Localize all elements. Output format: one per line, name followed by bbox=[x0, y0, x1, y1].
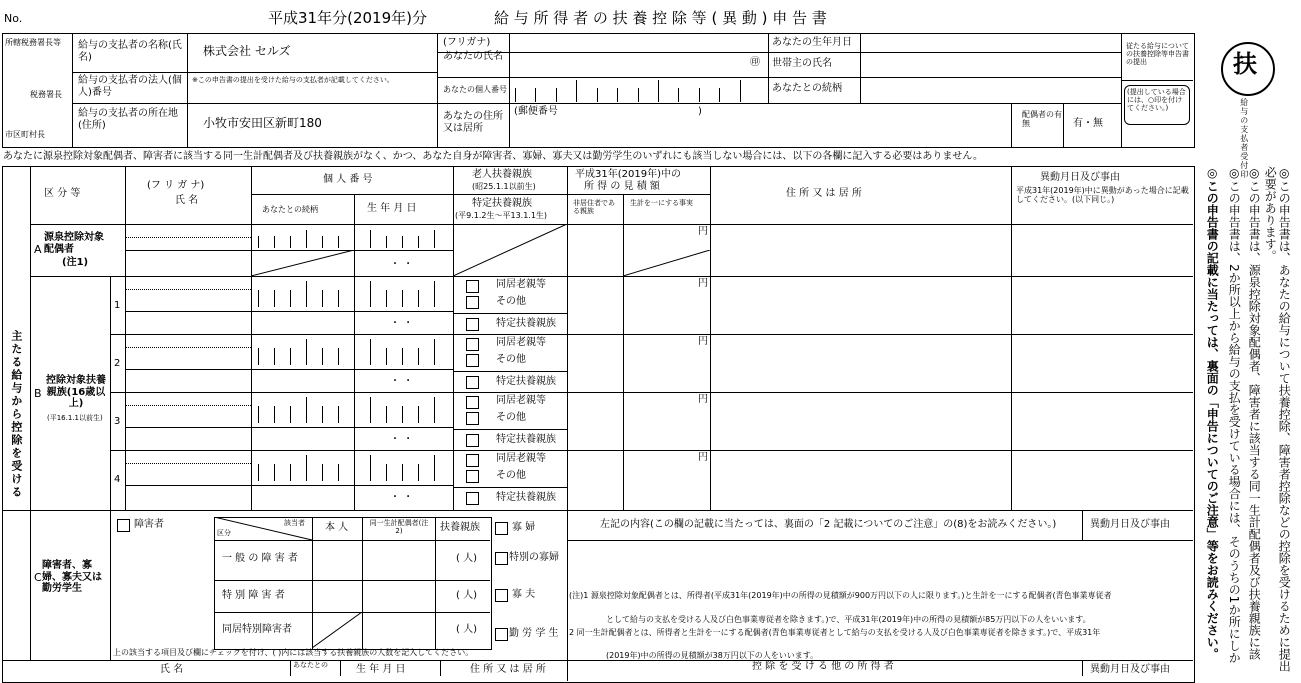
student-label: 勤 労 学 生 bbox=[509, 628, 559, 639]
c-special: 特 別 障 害 者 bbox=[222, 590, 285, 601]
dependent-birth-dots: ・ ・ bbox=[390, 434, 414, 445]
dependent-opt2-checkbox[interactable] bbox=[466, 354, 479, 367]
birthdate-label: あなたの生年月日 bbox=[772, 37, 852, 48]
dependent-opt1-checkbox[interactable] bbox=[466, 396, 479, 409]
dependent-opt1: 同居老親等 bbox=[496, 337, 546, 348]
note-1b: として給与の支払を受ける人及び白色事業専従者を除きます。)で、平成31年(2019年)中の所得の見積額が85万円以下の人をいいます。 bbox=[606, 615, 1091, 624]
row-a-income-diagonal bbox=[623, 250, 711, 277]
postal-label: (郵便番号 bbox=[514, 106, 558, 117]
row-a-note: (注1) bbox=[62, 257, 89, 268]
office-label: 所轄税務署長等 bbox=[5, 38, 61, 47]
header-specific: 特定扶養親族 bbox=[472, 198, 532, 209]
relation-label: あなたとの続柄 bbox=[772, 83, 842, 94]
header-personal-number: 個 人 番 号 bbox=[323, 174, 373, 185]
row-divider bbox=[125, 311, 453, 312]
spouse-label: 配偶者の有無 bbox=[1022, 110, 1062, 129]
payer-address-value[interactable]: 小牧市安田区新町180 bbox=[203, 116, 322, 130]
form-year: 平成31年分(2019年)分 bbox=[268, 9, 427, 27]
tax-office-label: 税務署長 bbox=[30, 90, 62, 99]
c-count-3[interactable]: ( 人) bbox=[456, 624, 477, 635]
bottom-relation-header: あなたとの bbox=[293, 661, 328, 669]
side-note-1b: 必要があります。 bbox=[1263, 166, 1278, 262]
dependent-opt3: 特定扶養親族 bbox=[496, 376, 556, 387]
widower-checkbox[interactable] bbox=[495, 589, 508, 602]
side-label: 主たる給与から控除を受ける bbox=[9, 330, 23, 499]
dependent-yen: 円 bbox=[698, 394, 708, 405]
dependent-number-field[interactable] bbox=[258, 281, 450, 307]
dependent-birth-dots: ・ ・ bbox=[390, 492, 414, 503]
dependent-number-field[interactable] bbox=[258, 455, 450, 481]
furigana-line bbox=[125, 405, 251, 406]
dependent-number-field[interactable] bbox=[258, 397, 450, 423]
c-count-2[interactable]: ( 人) bbox=[456, 590, 477, 601]
bottom-name-header: 氏 名 bbox=[160, 664, 184, 675]
option-divider bbox=[453, 313, 567, 314]
header-name: 氏 名 bbox=[175, 195, 199, 206]
widower-label: 寡 夫 bbox=[512, 589, 536, 600]
payer-address-label: 給与の支払者の所在地(住所) bbox=[78, 108, 178, 131]
your-name-label: あなたの氏名 bbox=[443, 51, 503, 62]
header-address: 住 所 又 は 居 所 bbox=[786, 188, 862, 199]
dependent-opt2: その他 bbox=[496, 354, 526, 365]
dependent-number-field[interactable] bbox=[258, 339, 450, 365]
furigana-line bbox=[125, 463, 251, 464]
widow-label: 寡 婦 bbox=[512, 522, 536, 533]
dependent-number: 1 bbox=[114, 300, 121, 311]
note-1: (注)1 源泉控除対象配偶者とは、所得者(平成31年(2019年)中の所得の見積額が900万円以下の人に限ります。)と生計を一にする配偶者(青色事業専従者 bbox=[569, 591, 1112, 600]
c-same-spouse-header: 同一生計配偶者(注2) bbox=[369, 519, 429, 536]
bottom-change-header: 異動月日及び事由 bbox=[1090, 664, 1170, 675]
stamp-char: 扶 bbox=[1233, 50, 1257, 78]
dependent-number: 3 bbox=[114, 416, 121, 427]
dependent-opt3: 特定扶養親族 bbox=[496, 318, 556, 329]
dependent-opt3-checkbox[interactable] bbox=[466, 492, 479, 505]
dependent-yen: 円 bbox=[698, 336, 708, 347]
postal-close: ) bbox=[698, 106, 702, 117]
applicable-label: 該当者 bbox=[284, 519, 305, 527]
c-cohabit-special: 同居特別障害者 bbox=[222, 624, 292, 635]
c-self-header: 本 人 bbox=[325, 522, 349, 533]
kubun-label: 区分 bbox=[217, 529, 231, 537]
furigana-label: (フリガナ) bbox=[443, 37, 491, 48]
header-same-living: 生計を一にする事実 bbox=[630, 199, 693, 207]
row-divider bbox=[125, 369, 453, 370]
dependent-opt2-checkbox[interactable] bbox=[466, 470, 479, 483]
header-relation: あなたとの続柄 bbox=[262, 205, 318, 214]
side-note-3: ◎この申告書は、2か所以上から給与の支払を受けている場合には、そのうちの1か所にしか bbox=[1227, 166, 1242, 664]
seal-mark: ㊞ bbox=[750, 57, 760, 68]
spouse-value[interactable]: 有・無 bbox=[1073, 118, 1103, 129]
dependent-yen: 円 bbox=[698, 278, 708, 289]
payer-number-note: ※この申告書の提出を受けた給与の支払者が記載してください。 bbox=[192, 76, 394, 84]
dependent-opt1: 同居老親等 bbox=[496, 453, 546, 464]
row-a-yen: 円 bbox=[698, 226, 708, 237]
form-number-label: No. bbox=[4, 12, 23, 25]
bottom-address-header: 住 所 又 は 居 所 bbox=[470, 664, 546, 675]
header-nonresident: 非居住者である親族 bbox=[573, 199, 615, 216]
c-count-1[interactable]: ( 人) bbox=[456, 553, 477, 564]
c-dependents-header: 扶養親族 bbox=[440, 522, 480, 533]
side-note-4: ◎この申告書の記載に当たっては、裏面の「申告についてのご注意」等をお読みください。 bbox=[1205, 166, 1220, 660]
row-c-letter: C bbox=[34, 571, 42, 584]
furigana-line bbox=[125, 289, 251, 290]
payer-name-label: 給与の支払者の名称(氏名) bbox=[78, 40, 182, 63]
dependent-opt3-checkbox[interactable] bbox=[466, 376, 479, 389]
disabled-check-label: 障害者 bbox=[134, 519, 164, 530]
dependent-yen: 円 bbox=[698, 452, 708, 463]
header-furigana: (フ リ ガ ナ) bbox=[147, 180, 205, 191]
note-2b: (2019年)中の所得の見積額が38万円以下の人をいいます。 bbox=[606, 651, 819, 660]
dependent-opt1-checkbox[interactable] bbox=[466, 454, 479, 467]
dependent-number: 2 bbox=[114, 358, 121, 369]
dependent-number: 4 bbox=[114, 474, 121, 485]
secondary-payroll-instruction: (提出している場合には、○印を付けてください。) bbox=[1127, 88, 1186, 113]
row-b-note: (平16.1.1以前生) bbox=[47, 414, 103, 422]
c-footer-note: 上の該当する項目及び欄にチェックを付け、( )内には該当する扶養親族の人数を記入してください。 bbox=[113, 648, 474, 657]
dependent-opt2: その他 bbox=[496, 412, 526, 423]
dependent-opt3: 特定扶養親族 bbox=[496, 434, 556, 445]
household-head-label: 世帯主の氏名 bbox=[772, 58, 832, 69]
row-b-label: 控除対象扶養親族(16歳以上) bbox=[46, 375, 106, 409]
dependent-opt1: 同居老親等 bbox=[496, 279, 546, 290]
header-income: 平成31年(2019年)中の bbox=[575, 169, 681, 180]
dependent-opt2-checkbox[interactable] bbox=[466, 412, 479, 425]
notice-line: あなたに源泉控除対象配偶者、障害者に該当する同一生計配偶者及び扶養親族がなく、かつ、あなた自身が障害者、寡婦、寡夫又は勤労学生のいずれにも該当しない場合には、以下の各欄に記入する必要はありません。 bbox=[3, 151, 983, 162]
row-c-label: 障害者、寡婦、寡夫又は勤労学生 bbox=[42, 560, 102, 594]
special-widow-label: 特別の寡婦 bbox=[509, 552, 559, 563]
furigana-line bbox=[125, 347, 251, 348]
payer-number-label: 給与の支払者の法人(個人)番号 bbox=[78, 75, 182, 98]
side-note-2: ◎この申告書は、源泉控除対象配偶者、障害者に該当する同一生計配偶者及び扶養親族に該 bbox=[1247, 166, 1262, 660]
header-elderly: 老人扶養親族 bbox=[472, 169, 532, 180]
cohabit-diagonal bbox=[312, 612, 363, 649]
dependent-birth-dots: ・ ・ bbox=[390, 376, 414, 387]
header-specific-sub: (平9.1.2生～平13.1.1生) bbox=[455, 211, 548, 220]
option-divider bbox=[453, 429, 567, 430]
c-general: 一 般 の 障 害 者 bbox=[222, 553, 298, 564]
city-head-label: 市区町村長 bbox=[5, 130, 45, 139]
dependents-table bbox=[2, 166, 1195, 683]
row-a-label: 源泉控除対象配偶者 bbox=[44, 232, 104, 255]
dependent-opt2: その他 bbox=[496, 470, 526, 481]
dependent-opt1: 同居老親等 bbox=[496, 395, 546, 406]
dependent-birth-dots: ・ ・ bbox=[390, 318, 414, 329]
row-a-number-field[interactable] bbox=[258, 230, 450, 248]
c-change-label: 異動月日及び事由 bbox=[1090, 519, 1170, 530]
bottom-other-header: 控 除 を 受 け る 他 の 所 得 者 bbox=[752, 661, 894, 672]
dependent-opt2: その他 bbox=[496, 296, 526, 307]
bottom-birth-header: 生 年 月 日 bbox=[356, 664, 406, 675]
special-widow-checkbox[interactable] bbox=[495, 552, 508, 565]
dependent-opt3-checkbox[interactable] bbox=[466, 318, 479, 331]
payer-name-value[interactable]: 株式会社 セルズ bbox=[203, 44, 291, 58]
your-number-field[interactable] bbox=[515, 80, 760, 102]
stamp-caption: 給与の支払者受付印 bbox=[1239, 98, 1249, 179]
side-note-1: ◎この申告書は、あなたの給与について扶養控除、障害者控除などの控除を受けるために提出 bbox=[1277, 166, 1292, 672]
row-a-letter: A bbox=[34, 243, 42, 256]
option-divider bbox=[453, 487, 567, 488]
form-title: 給 与 所 得 者 の 扶 養 控 除 等 ( 異 動 ) 申 告 書 bbox=[494, 9, 827, 27]
option-divider bbox=[453, 371, 567, 372]
header-change: 異動月日及び事由 bbox=[1040, 172, 1120, 183]
dependent-opt3-checkbox[interactable] bbox=[466, 434, 479, 447]
widow-checkbox[interactable] bbox=[495, 522, 508, 535]
header-elderly-sub: (昭25.1.1以前生) bbox=[472, 182, 536, 191]
row-a-dots: ・ ・ bbox=[390, 259, 414, 270]
header-category: 区 分 等 bbox=[44, 188, 81, 199]
header-birthdate: 生 年 月 日 bbox=[367, 203, 417, 214]
note-2: 2 同一生計配偶者とは、所得者と生計を一にする配偶者(青色事業専従者として給与の支払を受ける人及び白色事業専従者を除きます。)で、平成31年 bbox=[569, 628, 1101, 637]
your-address-label: あなたの住所又は居所 bbox=[443, 111, 503, 134]
header-income-2: 所 得 の 見 積 額 bbox=[584, 181, 660, 192]
row-divider bbox=[125, 485, 453, 486]
dependent-opt3: 特定扶養親族 bbox=[496, 492, 556, 503]
header-change-note: 平成31年(2019年)中に異動があった場合に記載してください。(以下同じ。) bbox=[1016, 186, 1189, 205]
dependent-opt1-checkbox[interactable] bbox=[466, 338, 479, 351]
row-a-diagonal bbox=[453, 224, 568, 277]
secondary-payroll-note: 従たる給与についての扶養控除等申告書の提出 bbox=[1126, 42, 1189, 67]
dependent-opt1-checkbox[interactable] bbox=[466, 280, 479, 293]
row-a-birth-diagonal bbox=[251, 250, 355, 277]
dependent-opt2-checkbox[interactable] bbox=[466, 296, 479, 309]
row-divider bbox=[125, 427, 453, 428]
disabled-checkbox[interactable] bbox=[117, 519, 130, 532]
your-number-label: あなたの個人番号 bbox=[443, 85, 507, 94]
student-checkbox[interactable] bbox=[495, 628, 508, 641]
c-details-label: 左記の内容(この欄の記載に当たっては、裏面の「2 記載についてのご注意」の(8)をお読みください。) bbox=[600, 519, 1057, 530]
row-b-letter: B bbox=[34, 387, 42, 400]
